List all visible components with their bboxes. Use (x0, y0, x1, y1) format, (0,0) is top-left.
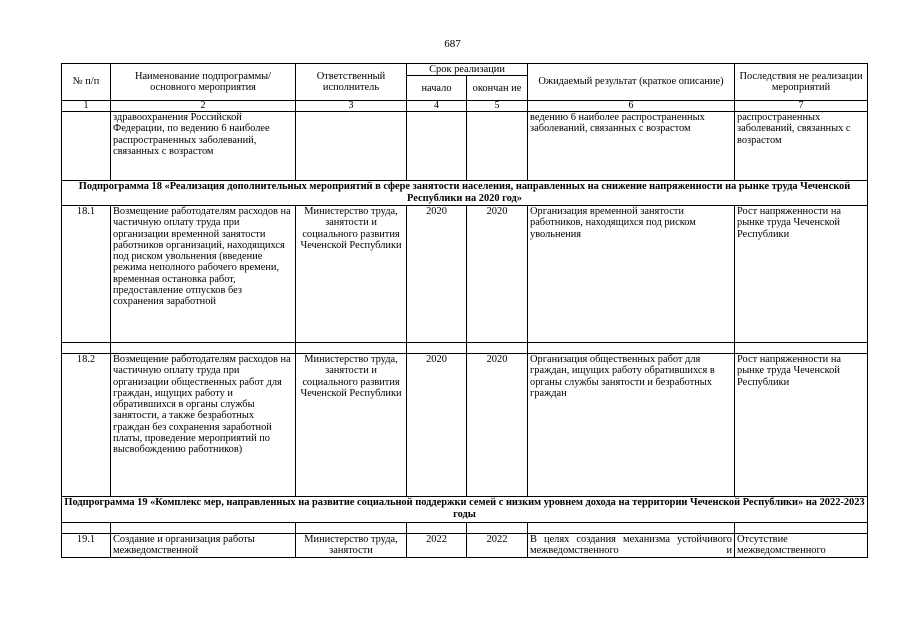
table-row (62, 534, 868, 558)
cell-start: 2020 (407, 206, 467, 343)
spacer-row (62, 343, 868, 354)
table-row (62, 354, 868, 497)
subprogram-row (62, 497, 868, 523)
cell-executor: Министерство труда, занятости (296, 534, 407, 558)
cell-empty (296, 343, 407, 354)
cell-start: 2022 (407, 534, 467, 558)
cell-empty (407, 343, 467, 354)
cell-end: 2020 (467, 354, 528, 497)
cell-result: Организация временной занятости работников, находящихся под риском увольнения (528, 206, 735, 343)
column-number-row (62, 101, 868, 112)
cell-empty (62, 343, 111, 354)
cell-empty (407, 112, 467, 181)
cell-name: Возмещение работодателям расходов на частичную оплату труда при организации общественных работ для граждан, ищущих работу и обратившихся в органы службы занятости, а также безработных граждан без сохранения заработной платы, проведение мероприятий по высвобождению работников) (111, 354, 296, 497)
col-number: 2 (111, 101, 296, 112)
header-executor: Ответственный исполнитель (296, 64, 407, 101)
table-row (62, 112, 868, 181)
cell-empty (467, 523, 528, 534)
cell-name: Создание и организация работы межведомственной (111, 534, 296, 558)
cell-empty (735, 343, 868, 354)
cell-consequence: Рост напряженности на рынке труда Чеченской Республики (735, 206, 868, 343)
cell-consequence: Рост напряженности на рынке труда Чеченской Республики (735, 354, 868, 497)
col-number: 7 (735, 101, 868, 112)
cell-result: Организация общественных работ для граждан, ищущих работу обратившихся в органы службы занятости и безработных граждан (528, 354, 735, 497)
cell-empty (735, 523, 868, 534)
cell-num: 18.2 (62, 354, 111, 497)
cell-name: здравоохранения Российской Федерации, по ведению 6 наиболее распространенных заболеваний, связанных с возрастом (111, 112, 296, 181)
cell-executor: Министерство труда, занятости и социального развития Чеченской Республики (296, 206, 407, 343)
header-end: окончан ие (467, 76, 528, 101)
cell-name: Возмещение работодателям расходов на частичную оплату труда при организации временной занятости работников организаций, находящихся под риском увольнения (введение режима неполного рабочего времени, временная остановка работ, предоставление отпусков без сохранения заработной (111, 206, 296, 343)
page-number: 687 (444, 38, 461, 50)
cell-empty (296, 112, 407, 181)
col-number: 5 (467, 101, 528, 112)
cell-empty (296, 523, 407, 534)
header-name: Наименование подпрограммы/ основного мероприятия (111, 64, 296, 101)
table-row (62, 206, 868, 343)
cell-result: ведению 6 наиболее распространенных заболеваний, связанных с возрастом (528, 112, 735, 181)
spacer-row (62, 523, 868, 534)
table-header-row-1 (62, 64, 868, 76)
activities-table (61, 63, 868, 558)
cell-empty (62, 112, 111, 181)
cell-empty (528, 523, 735, 534)
cell-executor: Министерство труда, занятости и социального развития Чеченской Республики (296, 354, 407, 497)
cell-empty (407, 523, 467, 534)
cell-empty (467, 112, 528, 181)
header-consequence: Последствия не реализации мероприятий (735, 64, 868, 101)
cell-empty (467, 343, 528, 354)
cell-empty (111, 523, 296, 534)
subprogram-18-title: Подпрограмма 18 «Реализация дополнительных мероприятий в сфере занятости населения, направленных на снижение напряженности на рынке труда Чеченской Республики на 2020 год» (62, 181, 868, 206)
cell-num: 18.1 (62, 206, 111, 343)
subprogram-row (62, 181, 868, 206)
col-number: 3 (296, 101, 407, 112)
col-number: 1 (62, 101, 111, 112)
cell-consequence: Отсутствие межведомственного (735, 534, 868, 558)
cell-start: 2020 (407, 354, 467, 497)
header-result: Ожидаемый результат (краткое описание) (528, 64, 735, 101)
cell-empty (62, 523, 111, 534)
cell-end: 2022 (467, 534, 528, 558)
cell-consequence: распространенных заболеваний, связанных с возрастом (735, 112, 868, 181)
cell-empty (528, 343, 735, 354)
col-number: 4 (407, 101, 467, 112)
cell-num: 19.1 (62, 534, 111, 558)
subprogram-19-title: Подпрограмма 19 «Комплекс мер, направленных на развитие социальной поддержки семей с низким уровнем дохода на территории Чеченской Республики» на 2022-2023 годы (62, 497, 868, 523)
header-num: № п/п (62, 64, 111, 101)
cell-end: 2020 (467, 206, 528, 343)
header-start: начало (407, 76, 467, 101)
cell-result: В целях создания механизма устойчивого межведомственного и (528, 534, 735, 558)
cell-empty (111, 343, 296, 354)
header-term: Срок реализации (407, 64, 528, 76)
col-number: 6 (528, 101, 735, 112)
